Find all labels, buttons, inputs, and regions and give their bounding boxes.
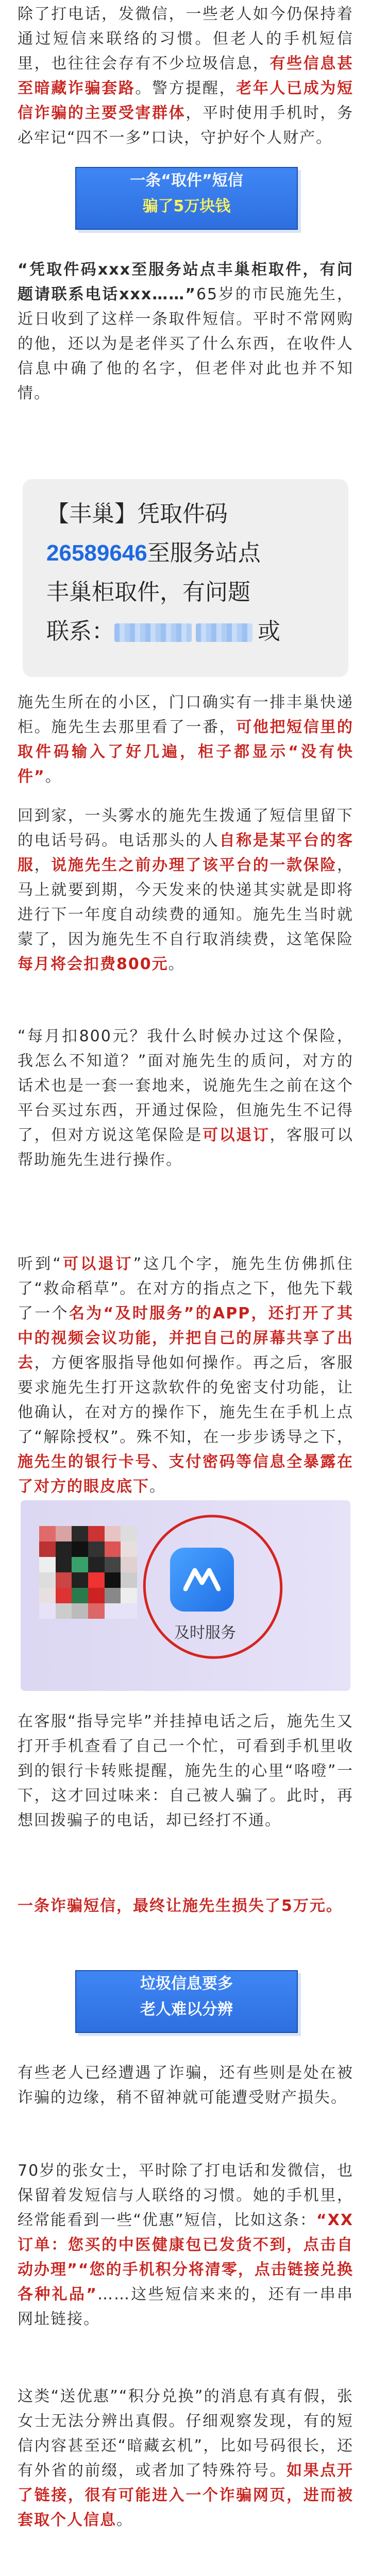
intro-paragraph [18,2,353,150]
badge-line: 一条“取件”短信 [130,172,243,190]
paragraph [18,690,353,789]
badge-line: 垃圾信息要多 [140,1975,233,1993]
highlight: 可他把短信里的取件码输入了好几遍，柜子都显示“没有快件” [18,718,354,786]
highlight: “XX订单：您买的中医健康包已发货不到，点击自动办理”“您的手机积分将清零，点击链接兑换各种礼品” [18,2211,353,2303]
text: 在客服“指导完毕”并挂掉电话之后，施先生又打开手机查看了自己一个忙，可看到手机里收到的银行卡转账提醒，施先生的心里“咯噔”一下，这才回过味来：自己被人骗了。此时，再想回拨骗子的电话，却已经打不通。 [18,1713,353,1829]
sms-line [46,617,280,646]
highlight: 说施先生之前办理了该平台的一款保险 [51,856,338,874]
text: 有些老人已经遭遇了诈骗，还有些则是处在被诈骗的边缘，稍不留神就可能遭受财产损失。 [18,2064,353,2107]
paragraph [18,258,353,406]
sms-text: 联系： [46,619,114,644]
text: ，客服可以帮助施先生进行操作。 [18,1126,354,1169]
highlight: 可以退订 [61,1255,133,1273]
blurred-number [114,623,192,642]
highlight: 可以退订 [202,1126,270,1144]
highlight: 名为“及时服务”的APP，还打开了其中的视频会议功能，并把自己的屏幕共享了出去 [18,1304,353,1372]
text: 施先生所在的小区，门口确实有一排丰巢快递柜。施先生去那里看了一番， [18,693,353,736]
text: 。 [149,1478,166,1496]
text: 。 [45,768,62,786]
pixelated-icon [39,1526,137,1619]
highlight-paragraph: 一条诈骗短信，最终让施先生损失了5万元。 [18,1897,343,1915]
text: 。警方提醒， [135,79,237,97]
highlight: 如果点开了链接，很有可能进入一个诈骗网页，进而被套取个人信息 [18,2462,354,2529]
text: ， [34,856,52,874]
sms-screenshot [23,479,348,677]
paragraph [18,2061,353,2110]
text: 听到“ [18,1255,62,1273]
paragraph [18,1709,353,1833]
quote-text: “凭取件码xxx至服务站点丰巢柜取件，有问题请联系电话xxx……” [18,261,353,303]
highlight: 每月将会扣费800元 [18,955,168,973]
badge-line: 老人难以分辨 [140,2001,233,2019]
sms-line [46,539,261,568]
paragraph [18,2384,353,2533]
highlight: 自称是某平台的客服 [18,832,354,874]
sms-text: 或 [258,619,280,644]
section-badge [75,1970,298,2033]
text: 65岁的市民施先生，近日收到了这样一条取件短信。平时不常网购的他，还以为是老伴买了什么东西，在收件人信息中确了他的名字，但老伴对此也并不知情。 [18,285,353,402]
text: 70岁的张女士，平时除了打电话和发微信，也保留着发短信与人联络的习惯。她的手机里，经常能看到一些“优惠”短信，比如这条： [18,2162,353,2229]
text: 。 [116,2511,133,2529]
sms-line: 丰巢柜取件，有问题 [46,580,250,605]
app-label: 及时服务 [174,1624,236,1642]
text: 除了打电话，发微信，一些老人如今仍保持着通过短信来联络的习惯。但老人的手机短信里，也往往会存有不少垃圾信息， [18,5,353,73]
blurred-number [196,623,252,642]
paragraph [18,1252,353,1499]
highlight: 施先生的银行卡号、支付密码等信息全暴露在了对方的眼皮底下 [18,1453,353,1496]
red-circle-annotation [130,1502,296,1672]
paragraph [18,1024,353,1173]
sms-code: 26589646 [46,540,147,566]
app-screenshot [21,1500,350,1691]
badge-line-highlight: 骗了5万块钱 [142,197,231,215]
highlight: 老年人已成为短信诈骗的主要受害群体 [18,79,354,122]
text: ，平时使用手机时，务必牢记“四不一多”口诀，守护好个人财产。 [18,104,354,147]
section-badge [75,167,298,230]
text: 这类“送优惠”“积分兑换”的消息有真有假，张女士无法分辨出真假。仔细观察发现，有的短信内容甚至还“暗藏玄机”，比如号码很长，还有外省的前缀，或者加了特殊符号。 [18,2387,353,2480]
text: ，马上就要到期，今天发来的快递其实就是即将进行下一年度自动续费的通知。施先生当时就蒙了，因为施先生不自行取消续费，这笔保险 [18,856,354,948]
text: 。 [168,955,185,973]
sms-line: 【丰巢】凭取件码 [46,501,228,527]
text: 回到家，一头雾水的施先生拨通了短信里留下的电话号码。电话那头的人 [18,807,353,850]
paragraph [18,804,353,977]
text: ，方便客服指导他如何操作。再之后，客服要求施先生打开这款软件的免密支付功能，让他确认，在对方的操作下，施先生在手机上点了“解除授权”。殊不知，在一步步诱导之下， [18,1354,354,1446]
text: ……这些短信来来的，还有一串串网址链接。 [18,2285,354,2328]
text: ”这几个字，施先生仿佛抓住了“救命稻草”。在对方的指点之下，他先下载了一个 [18,1255,354,1323]
sms-text: 至服务站点 [147,540,261,566]
highlight: 有些信息甚至暗藏诈骗套路 [18,55,354,97]
text: “每月扣800元？我什么时候办过这个保险，我怎么不知道？”面对施先生的质问，对方的话术也是一套一套地来，说施先生之前在这个平台买过东西，开通过保险，但施先生不记得了，但对方说这笔保险是 [18,1027,353,1144]
paragraph [18,2159,353,2332]
